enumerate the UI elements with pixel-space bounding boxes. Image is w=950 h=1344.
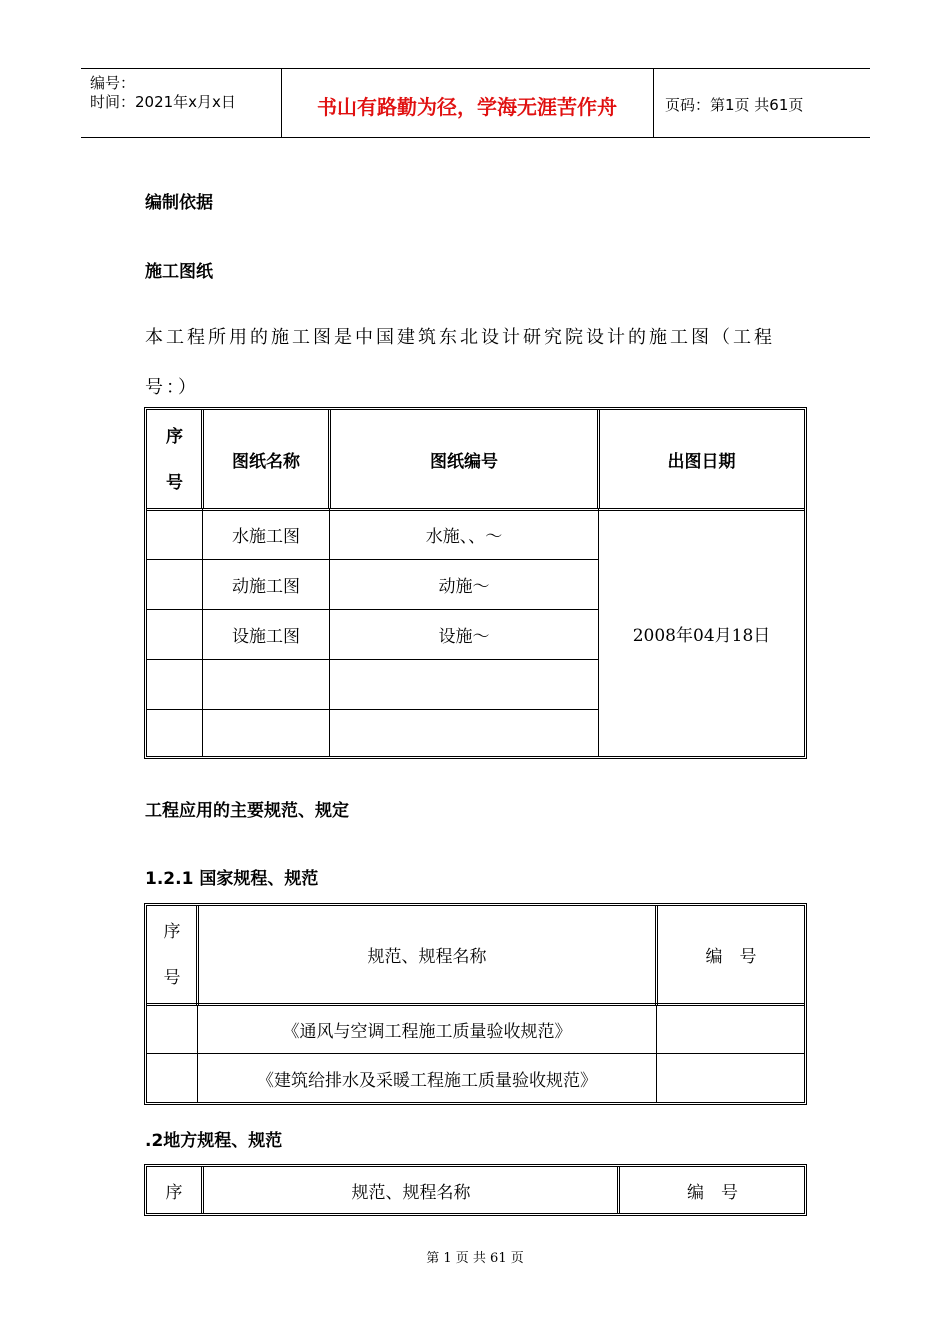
national-standards-table [144,903,807,1105]
header-seq: 序 号 [166,426,183,493]
header-standard-name: 规范、规程名称 [367,947,487,967]
header-standard-code: 编 号 [705,947,757,967]
header-issue-date: 出图日期 [667,452,736,472]
header-standard-name: 规范、规程名称 [351,1182,471,1203]
header-standard-code: 编 号 [687,1182,738,1203]
drawing-code-cell: 动施～ [438,577,490,597]
drawing-code-cell: 设施～ [438,627,490,647]
drawing-name-cell [203,710,329,756]
header-drawing-code: 图纸编号 [430,452,498,472]
drawings-description: 本工程所用的施工图是中国建筑东北设计研究院设计的施工图（工程 [145,327,775,348]
page-info: 页码：第1页 共61页 [665,96,804,114]
drawings-table [144,407,807,759]
header-drawing-name: 图纸名称 [232,452,300,472]
drawings-description-cont: 号：） [145,377,199,398]
drawing-name-cell [203,660,329,709]
section-title-national: 1.2.1 国家规程、规范 [145,869,319,889]
page-footer: 第 1 页 共 61 页 [426,1251,524,1266]
header-motto: 书山有路勤为径，学海无涯苦作舟 [317,95,617,119]
drawing-code-cell: 水施、、～ [425,527,503,547]
drawing-name-cell: 水施工图 [232,527,300,547]
header-seq: 序 [165,1182,183,1203]
drawing-name-cell: 设施工图 [232,627,300,647]
doc-time-label: 时间：2021年x月x日 [90,93,236,111]
drawing-name-cell: 动施工图 [232,577,300,597]
header-seq: 序 号 [163,921,181,988]
doc-number-label: 编号： [90,74,136,92]
local-standards-table [144,1164,807,1216]
page-header [81,68,870,138]
standard-name-cell: 《通风与空调工程施工质量验收规范》 [282,1022,572,1042]
section-title-standards: 工程应用的主要规范、规定 [145,801,349,821]
drawing-code-cell [330,660,598,709]
section-title-local: .2地方规程、规范 [145,1131,283,1151]
drawing-code-cell [330,710,598,756]
issue-date-cell: 2008年04月18日 [632,625,771,646]
standard-name-cell: 《建筑给排水及采暖工程施工质量验收规范》 [257,1070,597,1091]
section-title-basis: 编制依据 [145,193,213,213]
header-divider [653,69,654,137]
section-title-drawings: 施工图纸 [145,262,213,282]
